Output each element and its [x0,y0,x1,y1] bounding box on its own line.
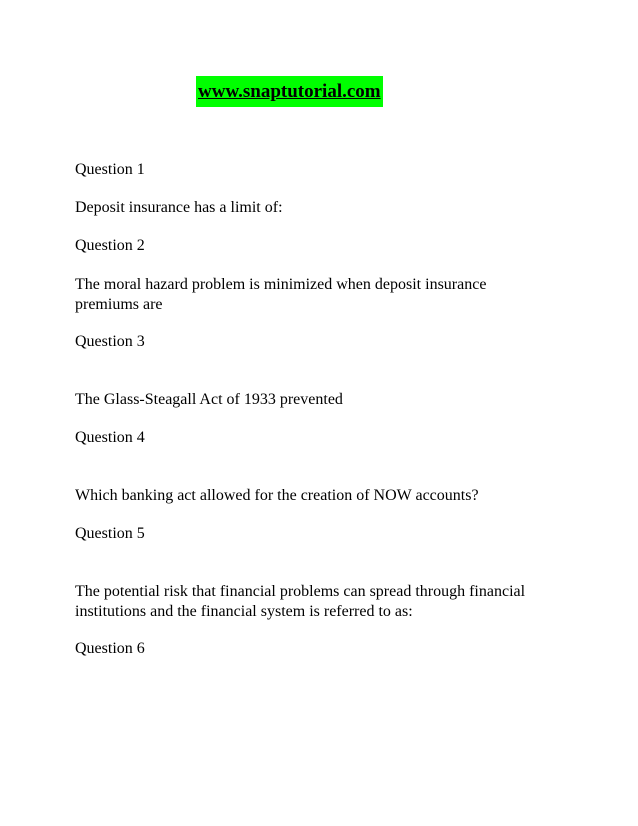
question-2-heading: Question 2 [75,237,145,254]
question-6-heading: Question 6 [75,640,145,657]
question-1-heading: Question 1 [75,161,145,178]
question-3-text: The Glass-Steagall Act of 1933 prevented [75,391,343,408]
question-2-text-line-2: premiums are [75,296,163,313]
question-1-text: Deposit insurance has a limit of: [75,199,283,216]
question-5-text-line-2: institutions and the financial system is referred to as: [75,603,413,620]
question-3-heading: Question 3 [75,333,145,350]
question-4-heading: Question 4 [75,429,145,446]
question-5-heading: Question 5 [75,525,145,542]
website-link[interactable]: www.snaptutorial.com [196,76,383,107]
question-5-text-line-1: The potential risk that financial problems can spread through financial [75,583,526,600]
question-2-text-line-1: The moral hazard problem is minimized when deposit insurance [75,276,487,293]
question-4-text: Which banking act allowed for the creation of NOW accounts? [75,487,479,504]
